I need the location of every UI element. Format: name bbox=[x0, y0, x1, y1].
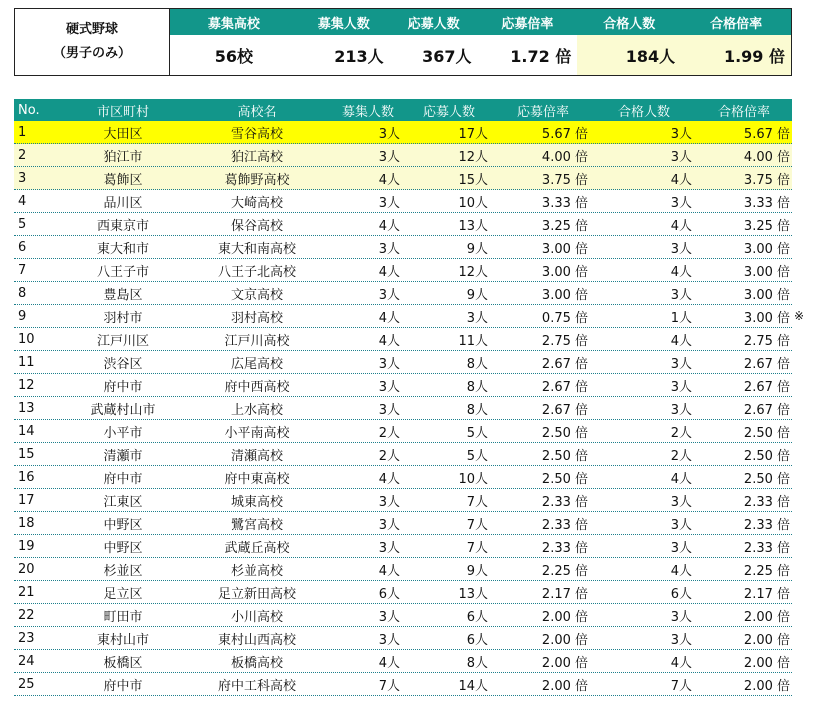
table-row bbox=[14, 512, 792, 535]
row-pass-ratio: 3.00 倍 bbox=[743, 310, 790, 326]
row-city: 狛江市 bbox=[103, 149, 143, 165]
summary-header-applicants: 応募人数 bbox=[407, 16, 460, 32]
row-no: 12 bbox=[18, 377, 35, 393]
row-no: 17 bbox=[18, 492, 35, 508]
row-no: 3 bbox=[18, 170, 27, 186]
row-city: 町田市 bbox=[103, 609, 143, 625]
row-city: 清瀬市 bbox=[103, 448, 143, 464]
table-row bbox=[14, 236, 792, 259]
row-no: 5 bbox=[18, 216, 27, 232]
summary-header-app-ratio: 応募倍率 bbox=[501, 16, 554, 32]
row-city: 府中市 bbox=[103, 379, 143, 395]
row-applicants: 17人 bbox=[458, 126, 488, 142]
row-recruit: 3人 bbox=[378, 379, 400, 395]
row-city: 足立区 bbox=[103, 586, 143, 602]
row-recruit: 3人 bbox=[378, 609, 400, 625]
row-no: 20 bbox=[18, 561, 35, 577]
row-recruit: 4人 bbox=[378, 333, 400, 349]
row-applicants: 12人 bbox=[458, 264, 488, 280]
table-row bbox=[14, 374, 792, 397]
row-school: 城東高校 bbox=[230, 494, 283, 510]
row-city: 豊島区 bbox=[103, 287, 143, 303]
row-app-ratio: 3.33 倍 bbox=[541, 195, 588, 211]
row-applicants: 7人 bbox=[466, 494, 488, 510]
row-school: 八王子北高校 bbox=[217, 264, 296, 280]
row-pass-ratio: 2.67 倍 bbox=[743, 402, 790, 418]
row-city: 杉並区 bbox=[103, 563, 143, 579]
row-recruit: 4人 bbox=[378, 563, 400, 579]
row-pass-ratio: 2.75 倍 bbox=[743, 333, 790, 349]
row-school: 狛江高校 bbox=[230, 149, 283, 165]
row-passed: 4人 bbox=[670, 471, 692, 487]
row-passed: 4人 bbox=[670, 172, 692, 188]
row-city: 江東区 bbox=[103, 494, 143, 510]
table-row bbox=[14, 489, 792, 512]
row-passed: 3人 bbox=[670, 494, 692, 510]
row-passed: 3人 bbox=[670, 356, 692, 372]
table-row bbox=[14, 604, 792, 627]
row-pass-ratio: 3.00 倍 bbox=[743, 264, 790, 280]
row-applicants: 11人 bbox=[458, 333, 488, 349]
row-no: 19 bbox=[18, 538, 35, 554]
summary-box bbox=[14, 8, 792, 76]
row-applicants: 6人 bbox=[466, 609, 488, 625]
table-row bbox=[14, 190, 792, 213]
row-passed: 7人 bbox=[670, 678, 692, 694]
summary-value-pass-ratio: 1.99 倍 bbox=[681, 35, 791, 75]
row-app-ratio: 2.50 倍 bbox=[541, 471, 588, 487]
row-recruit: 3人 bbox=[378, 517, 400, 533]
row-no: 22 bbox=[18, 607, 35, 623]
row-app-ratio: 0.75 倍 bbox=[541, 310, 588, 326]
row-passed: 4人 bbox=[670, 655, 692, 671]
row-recruit: 4人 bbox=[378, 172, 400, 188]
row-app-ratio: 2.25 倍 bbox=[541, 563, 588, 579]
row-pass-ratio: 2.33 倍 bbox=[743, 540, 790, 556]
row-app-ratio: 2.00 倍 bbox=[541, 678, 588, 694]
table-row bbox=[14, 420, 792, 443]
row-school: 羽村高校 bbox=[230, 310, 283, 326]
row-app-ratio: 2.00 倍 bbox=[541, 609, 588, 625]
row-recruit: 3人 bbox=[378, 241, 400, 257]
row-no: 15 bbox=[18, 446, 35, 462]
row-recruit: 3人 bbox=[378, 195, 400, 211]
row-applicants: 14人 bbox=[458, 678, 488, 694]
footnote-mark: ※ bbox=[794, 309, 805, 323]
row-school: 板橋高校 bbox=[230, 655, 283, 671]
row-no: 21 bbox=[18, 584, 35, 600]
summary-value-recruit: 213人 bbox=[334, 46, 384, 66]
row-pass-ratio: 2.50 倍 bbox=[743, 448, 790, 464]
row-pass-ratio: 2.33 倍 bbox=[743, 517, 790, 533]
table-row bbox=[14, 167, 792, 190]
row-applicants: 7人 bbox=[466, 540, 488, 556]
row-school: 東大和南高校 bbox=[217, 241, 296, 257]
row-pass-ratio: 4.00 倍 bbox=[743, 149, 790, 165]
row-recruit: 3人 bbox=[378, 356, 400, 372]
row-recruit: 3人 bbox=[378, 632, 400, 648]
header-recruit: 募集人数 bbox=[341, 104, 394, 120]
header-app-ratio: 応募倍率 bbox=[516, 104, 569, 120]
summary-header-recruit: 募集人数 bbox=[317, 16, 370, 32]
row-no: 18 bbox=[18, 515, 35, 531]
row-pass-ratio: 2.67 倍 bbox=[743, 379, 790, 395]
row-recruit: 4人 bbox=[378, 655, 400, 671]
row-app-ratio: 2.00 倍 bbox=[541, 632, 588, 648]
row-recruit: 6人 bbox=[378, 586, 400, 602]
row-app-ratio: 4.00 倍 bbox=[541, 149, 588, 165]
header-no: No. bbox=[18, 102, 40, 118]
table-row bbox=[14, 305, 792, 328]
row-pass-ratio: 2.00 倍 bbox=[743, 632, 790, 648]
row-applicants: 9人 bbox=[466, 241, 488, 257]
header-school: 高校名 bbox=[237, 104, 277, 120]
table-row bbox=[14, 558, 792, 581]
row-no: 7 bbox=[18, 262, 27, 278]
row-city: 東村山市 bbox=[96, 632, 149, 648]
table-row bbox=[14, 627, 792, 650]
summary-header-passed: 合格人数 bbox=[603, 16, 656, 32]
row-recruit: 4人 bbox=[378, 264, 400, 280]
row-applicants: 15人 bbox=[458, 172, 488, 188]
row-passed: 3人 bbox=[670, 149, 692, 165]
summary-header-row bbox=[170, 9, 791, 35]
row-pass-ratio: 2.25 倍 bbox=[743, 563, 790, 579]
row-applicants: 13人 bbox=[458, 586, 488, 602]
row-recruit: 4人 bbox=[378, 310, 400, 326]
row-app-ratio: 3.75 倍 bbox=[541, 172, 588, 188]
ranking-table bbox=[14, 99, 792, 696]
row-no: 6 bbox=[18, 239, 27, 255]
row-recruit: 3人 bbox=[378, 540, 400, 556]
header-city: 市区町村 bbox=[96, 104, 149, 120]
table-row bbox=[14, 328, 792, 351]
row-school: 文京高校 bbox=[230, 287, 283, 303]
row-applicants: 10人 bbox=[458, 195, 488, 211]
table-row bbox=[14, 397, 792, 420]
row-no: 9 bbox=[18, 308, 27, 324]
table-row bbox=[14, 351, 792, 374]
row-passed: 3人 bbox=[670, 517, 692, 533]
row-passed: 3人 bbox=[670, 379, 692, 395]
row-pass-ratio: 5.67 倍 bbox=[743, 126, 790, 142]
row-city: 渋谷区 bbox=[103, 356, 143, 372]
row-applicants: 8人 bbox=[466, 402, 488, 418]
row-city: 武蔵村山市 bbox=[90, 402, 156, 418]
row-city: 板橋区 bbox=[103, 655, 143, 671]
row-city: 中野区 bbox=[103, 517, 143, 533]
row-app-ratio: 2.67 倍 bbox=[541, 379, 588, 395]
summary-category-subtitle: （男子のみ） bbox=[52, 46, 131, 61]
row-applicants: 7人 bbox=[466, 517, 488, 533]
row-app-ratio: 2.00 倍 bbox=[541, 655, 588, 671]
row-city: 大田区 bbox=[103, 126, 143, 142]
row-pass-ratio: 2.00 倍 bbox=[743, 678, 790, 694]
row-no: 10 bbox=[18, 331, 35, 347]
row-no: 8 bbox=[18, 285, 27, 301]
row-passed: 3人 bbox=[670, 609, 692, 625]
row-passed: 3人 bbox=[670, 287, 692, 303]
row-pass-ratio: 2.67 倍 bbox=[743, 356, 790, 372]
row-passed: 3人 bbox=[670, 632, 692, 648]
row-pass-ratio: 2.17 倍 bbox=[743, 586, 790, 602]
row-app-ratio: 2.67 倍 bbox=[541, 402, 588, 418]
row-city: 中野区 bbox=[103, 540, 143, 556]
row-applicants: 10人 bbox=[458, 471, 488, 487]
row-applicants: 6人 bbox=[466, 632, 488, 648]
row-passed: 1人 bbox=[670, 310, 692, 326]
row-app-ratio: 2.75 倍 bbox=[541, 333, 588, 349]
row-applicants: 3人 bbox=[466, 310, 488, 326]
row-recruit: 7人 bbox=[378, 678, 400, 694]
row-applicants: 5人 bbox=[466, 448, 488, 464]
row-city: 府中市 bbox=[103, 678, 143, 694]
row-recruit: 2人 bbox=[378, 425, 400, 441]
table-row bbox=[14, 581, 792, 604]
row-app-ratio: 2.50 倍 bbox=[541, 448, 588, 464]
row-school: 広尾高校 bbox=[230, 356, 283, 372]
row-school: 葛飾野高校 bbox=[224, 172, 290, 188]
table-row bbox=[14, 466, 792, 489]
row-no: 2 bbox=[18, 147, 27, 163]
row-pass-ratio: 2.00 倍 bbox=[743, 609, 790, 625]
row-pass-ratio: 3.00 倍 bbox=[743, 241, 790, 257]
row-city: 八王子市 bbox=[96, 264, 149, 280]
summary-header-schools: 募集高校 bbox=[207, 16, 260, 32]
table-row bbox=[14, 535, 792, 558]
row-school: 小平南高校 bbox=[224, 425, 290, 441]
row-passed: 6人 bbox=[670, 586, 692, 602]
table-header-row bbox=[14, 99, 792, 121]
row-no: 14 bbox=[18, 423, 35, 439]
row-school: 小川高校 bbox=[230, 609, 283, 625]
row-no: 1 bbox=[18, 124, 27, 140]
summary-value-passed: 184人 bbox=[577, 35, 681, 75]
summary-value-row bbox=[170, 35, 791, 75]
row-city: 小平市 bbox=[103, 425, 143, 441]
summary-value-applicants: 367人 bbox=[422, 46, 472, 66]
row-recruit: 3人 bbox=[378, 494, 400, 510]
table-row bbox=[14, 213, 792, 236]
row-school: 杉並高校 bbox=[230, 563, 283, 579]
row-passed: 3人 bbox=[670, 402, 692, 418]
row-pass-ratio: 3.33 倍 bbox=[743, 195, 790, 211]
row-passed: 4人 bbox=[670, 218, 692, 234]
row-school: 足立新田高校 bbox=[217, 586, 296, 602]
row-school: 府中西高校 bbox=[224, 379, 290, 395]
row-city: 葛飾区 bbox=[103, 172, 143, 188]
row-city: 羽村市 bbox=[103, 310, 143, 326]
row-no: 23 bbox=[18, 630, 35, 646]
table-row bbox=[14, 673, 792, 696]
row-city: 品川区 bbox=[103, 195, 143, 211]
row-passed: 4人 bbox=[670, 264, 692, 280]
row-recruit: 4人 bbox=[378, 218, 400, 234]
row-app-ratio: 2.67 倍 bbox=[541, 356, 588, 372]
row-recruit: 2人 bbox=[378, 448, 400, 464]
row-no: 4 bbox=[18, 193, 27, 209]
row-pass-ratio: 2.50 倍 bbox=[743, 425, 790, 441]
row-recruit: 3人 bbox=[378, 402, 400, 418]
header-passed: 合格人数 bbox=[617, 104, 670, 120]
row-applicants: 8人 bbox=[466, 356, 488, 372]
row-city: 府中市 bbox=[103, 471, 143, 487]
row-school: 府中東高校 bbox=[224, 471, 290, 487]
table-body bbox=[14, 121, 792, 696]
row-passed: 4人 bbox=[670, 333, 692, 349]
row-applicants: 13人 bbox=[458, 218, 488, 234]
row-school: 雪谷高校 bbox=[230, 126, 283, 142]
row-passed: 3人 bbox=[670, 540, 692, 556]
row-app-ratio: 3.25 倍 bbox=[541, 218, 588, 234]
row-passed: 2人 bbox=[670, 425, 692, 441]
row-school: 東村山西高校 bbox=[217, 632, 296, 648]
row-school: 江戸川高校 bbox=[224, 333, 290, 349]
row-recruit: 4人 bbox=[378, 471, 400, 487]
row-app-ratio: 3.00 倍 bbox=[541, 264, 588, 280]
row-no: 25 bbox=[18, 676, 35, 692]
row-school: 武蔵丘高校 bbox=[224, 540, 290, 556]
row-no: 24 bbox=[18, 653, 35, 669]
row-app-ratio: 2.33 倍 bbox=[541, 517, 588, 533]
row-passed: 4人 bbox=[670, 563, 692, 579]
row-school: 保谷高校 bbox=[230, 218, 283, 234]
summary-category bbox=[15, 9, 170, 75]
row-passed: 3人 bbox=[670, 241, 692, 257]
table-row bbox=[14, 121, 792, 144]
summary-value-app-ratio: 1.72 倍 bbox=[510, 46, 572, 66]
row-pass-ratio: 2.00 倍 bbox=[743, 655, 790, 671]
row-applicants: 8人 bbox=[466, 655, 488, 671]
table-row bbox=[14, 443, 792, 466]
row-recruit: 3人 bbox=[378, 149, 400, 165]
row-school: 上水高校 bbox=[230, 402, 283, 418]
row-pass-ratio: 2.50 倍 bbox=[743, 471, 790, 487]
header-pass-ratio: 合格倍率 bbox=[717, 104, 770, 120]
row-app-ratio: 2.50 倍 bbox=[541, 425, 588, 441]
table-row bbox=[14, 650, 792, 673]
row-pass-ratio: 2.33 倍 bbox=[743, 494, 790, 510]
row-pass-ratio: 3.75 倍 bbox=[743, 172, 790, 188]
row-passed: 3人 bbox=[670, 195, 692, 211]
row-app-ratio: 2.17 倍 bbox=[541, 586, 588, 602]
row-app-ratio: 2.33 倍 bbox=[541, 494, 588, 510]
row-pass-ratio: 3.25 倍 bbox=[743, 218, 790, 234]
row-app-ratio: 5.67 倍 bbox=[541, 126, 588, 142]
row-applicants: 5人 bbox=[466, 425, 488, 441]
row-app-ratio: 3.00 倍 bbox=[541, 287, 588, 303]
row-applicants: 9人 bbox=[466, 287, 488, 303]
row-app-ratio: 2.33 倍 bbox=[541, 540, 588, 556]
row-applicants: 12人 bbox=[458, 149, 488, 165]
row-applicants: 8人 bbox=[466, 379, 488, 395]
row-school: 鷺宮高校 bbox=[230, 517, 283, 533]
table-row bbox=[14, 144, 792, 167]
row-passed: 2人 bbox=[670, 448, 692, 464]
summary-header-pass-ratio: 合格倍率 bbox=[710, 16, 763, 32]
row-recruit: 3人 bbox=[378, 287, 400, 303]
summary-value-schools: 56校 bbox=[214, 46, 254, 66]
row-no: 11 bbox=[18, 354, 35, 370]
row-no: 16 bbox=[18, 469, 35, 485]
summary-category-title: 硬式野球 bbox=[65, 22, 118, 37]
row-recruit: 3人 bbox=[378, 126, 400, 142]
header-applicants: 応募人数 bbox=[422, 104, 475, 120]
row-app-ratio: 3.00 倍 bbox=[541, 241, 588, 257]
table-row bbox=[14, 259, 792, 282]
row-school: 大崎高校 bbox=[230, 195, 283, 211]
row-city: 東大和市 bbox=[96, 241, 149, 257]
table-row bbox=[14, 282, 792, 305]
row-city: 江戸川区 bbox=[96, 333, 149, 349]
row-school: 府中工科高校 bbox=[217, 678, 296, 694]
row-city: 西東京市 bbox=[96, 218, 149, 234]
row-pass-ratio: 3.00 倍 bbox=[743, 287, 790, 303]
row-no: 13 bbox=[18, 400, 35, 416]
row-school: 清瀬高校 bbox=[230, 448, 283, 464]
row-applicants: 9人 bbox=[466, 563, 488, 579]
row-passed: 3人 bbox=[670, 126, 692, 142]
